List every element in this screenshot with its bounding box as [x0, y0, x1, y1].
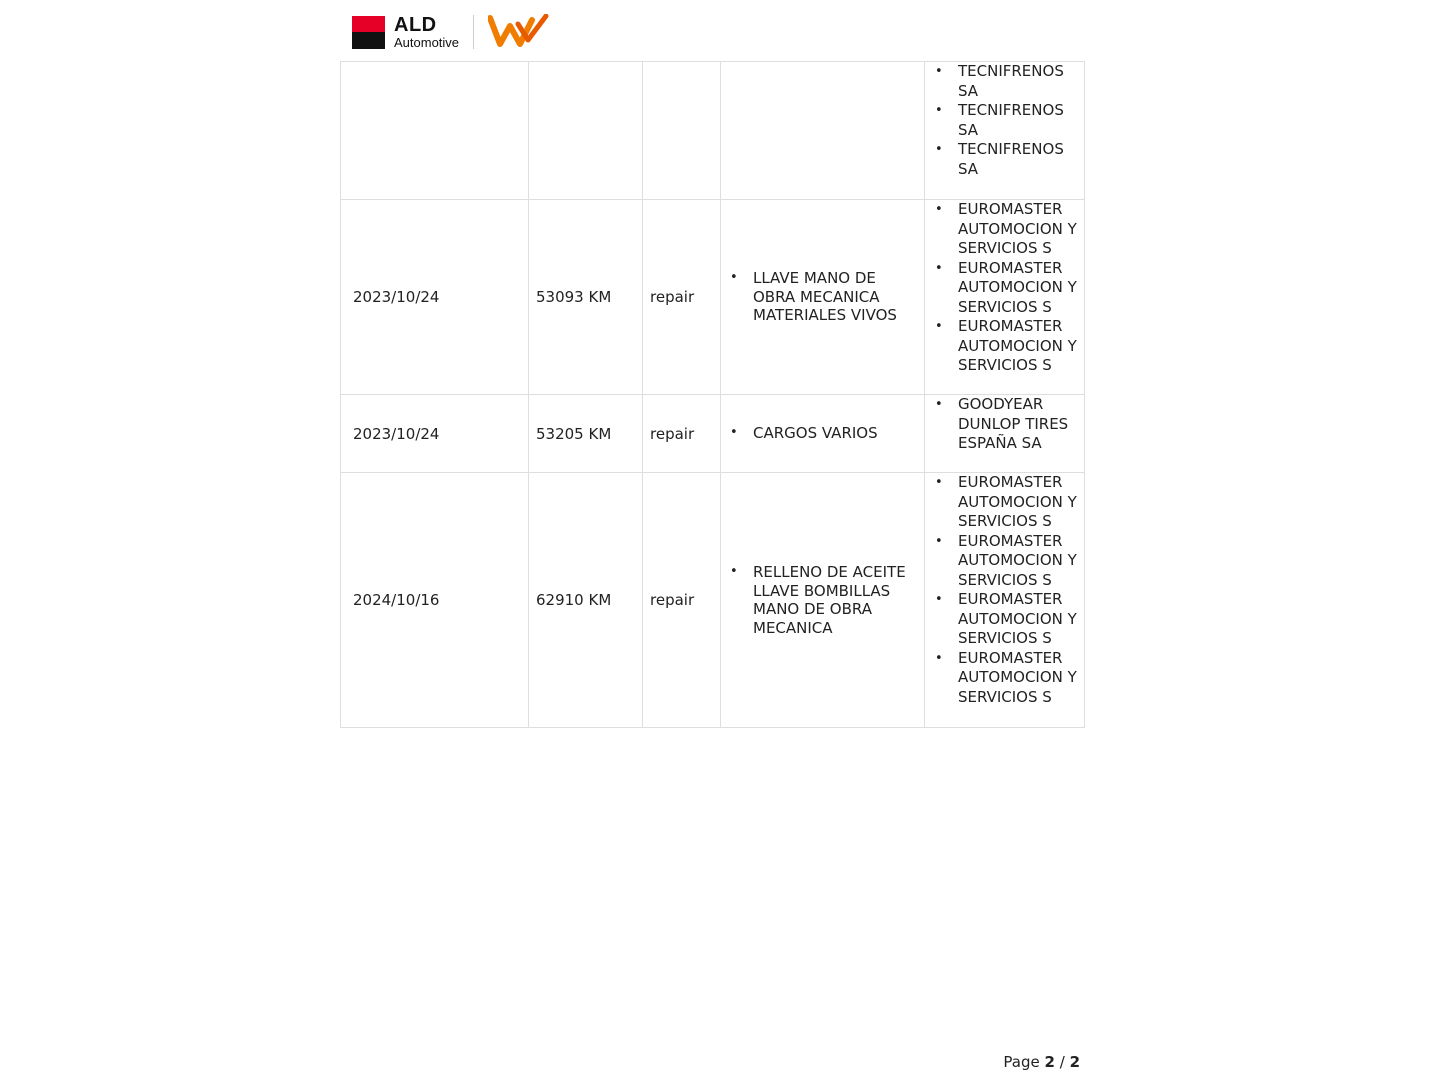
ald-sub: Automotive: [394, 35, 460, 50]
description-item: • RELLENO DE ACEITE LLAVE BOMBILLAS MANO DE OBRA MECANICA: [728, 563, 917, 637]
cell-km: 62910 KM: [529, 473, 643, 728]
cell-km: 53093 KM: [529, 200, 643, 395]
description-list: [728, 424, 917, 443]
description-list: [728, 269, 917, 325]
description-list: [728, 563, 917, 637]
cell-type: repair: [643, 395, 721, 473]
table-row: [341, 62, 1085, 200]
cell-description: [721, 473, 925, 728]
cell-km: 53205 KM: [529, 395, 643, 473]
ald-logo-mark: [352, 16, 385, 49]
cell-provider: [925, 473, 1085, 728]
provider-item: • GOODYEAR DUNLOP TIRES ESPAÑA SA: [933, 395, 1080, 454]
current-page: 2: [1044, 1053, 1055, 1071]
cell-provider: [925, 200, 1085, 395]
cell-date: 2024/10/16: [341, 473, 529, 728]
cell-date: 2023/10/24: [341, 395, 529, 473]
maintenance-table: [340, 61, 1080, 728]
table-row: [341, 395, 1085, 473]
total-pages: 2: [1069, 1053, 1080, 1071]
cell-km: [529, 62, 643, 200]
provider-item: • TECNIFRENOS SA: [933, 140, 1080, 179]
leaseplan-logo-icon: [488, 14, 550, 50]
provider-item: • EUROMASTER AUTOMOCION Y SERVICIOS S: [933, 317, 1080, 376]
provider-item: • TECNIFRENOS SA: [933, 62, 1080, 101]
cell-description: [721, 62, 925, 200]
cell-provider: [925, 62, 1085, 200]
page-label: Page: [1003, 1053, 1040, 1071]
provider-item: • TECNIFRENOS SA: [933, 101, 1080, 140]
provider-item: • EUROMASTER AUTOMOCION Y SERVICIOS S: [933, 259, 1080, 318]
cell-provider: [925, 395, 1085, 473]
provider-item: • EUROMASTER AUTOMOCION Y SERVICIOS S: [933, 532, 1080, 591]
provider-list: [933, 473, 1080, 707]
ald-logo-text: [394, 15, 459, 49]
provider-item: • EUROMASTER AUTOMOCION Y SERVICIOS S: [933, 590, 1080, 649]
cell-type: [643, 62, 721, 200]
cell-description: [721, 200, 925, 395]
provider-item: • EUROMASTER AUTOMOCION Y SERVICIOS S: [933, 473, 1080, 532]
provider-list: [933, 395, 1080, 454]
table-row: [341, 200, 1085, 395]
logo-divider: [473, 15, 474, 49]
cell-description: [721, 395, 925, 473]
table-row: [341, 473, 1085, 728]
cell-type: repair: [643, 200, 721, 395]
provider-item: • EUROMASTER AUTOMOCION Y SERVICIOS S: [933, 649, 1080, 708]
ald-name: ALD: [394, 14, 437, 36]
provider-item: • EUROMASTER AUTOMOCION Y SERVICIOS S: [933, 200, 1080, 259]
description-item: • LLAVE MANO DE OBRA MECANICA MATERIALES VIVOS: [728, 269, 917, 325]
provider-list: [933, 62, 1080, 179]
cell-date: 2023/10/24: [341, 200, 529, 395]
header-logos: [352, 12, 550, 52]
cell-date: [341, 62, 529, 200]
page-footer: [1003, 1053, 1080, 1071]
provider-list: [933, 200, 1080, 376]
page-separator: /: [1059, 1053, 1065, 1071]
cell-type: repair: [643, 473, 721, 728]
description-item: • CARGOS VARIOS: [728, 424, 917, 443]
